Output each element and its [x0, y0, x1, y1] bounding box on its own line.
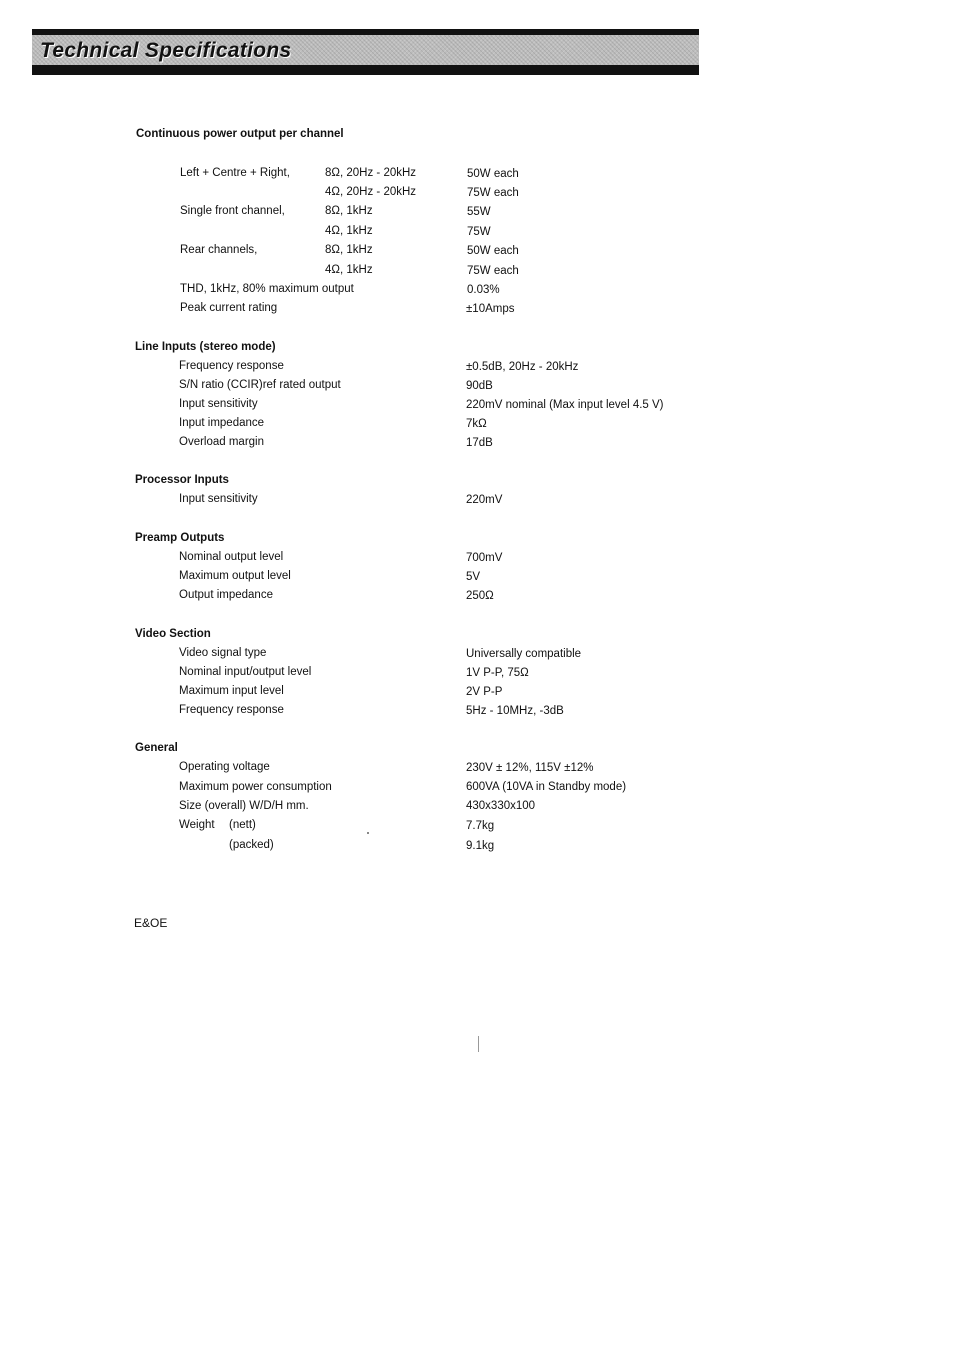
- spec-value: 7kΩ: [466, 418, 487, 430]
- footer-eoe: E&OE: [134, 916, 168, 930]
- spec-label: Video signal type: [179, 647, 267, 659]
- spec-label: Nominal input/output level: [179, 666, 312, 678]
- spec-label: Frequency response: [179, 704, 284, 716]
- spec-value: 17dB: [466, 437, 493, 449]
- spec-label: Nominal output level: [179, 551, 284, 563]
- spec-value: 700mV: [466, 552, 503, 564]
- spec-value: 220mV nominal (Max input level 4.5 V): [466, 399, 664, 411]
- spec-value: 600VA (10VA in Standby mode): [466, 781, 627, 793]
- spec-value: Universally compatible: [466, 648, 582, 660]
- spec-value: 250Ω: [466, 590, 494, 602]
- spec-value: 230V ± 12%, 115V ±12%: [466, 762, 594, 774]
- section-heading-processor-inputs: Processor Inputs: [135, 474, 229, 486]
- spec-condition: 4Ω, 1kHz: [325, 264, 373, 276]
- spec-value: 7.7kg: [466, 820, 495, 832]
- spec-label: Peak current rating: [180, 302, 278, 314]
- spec-label: THD, 1kHz, 80% maximum output: [180, 283, 354, 295]
- spec-value: 75W each: [467, 265, 519, 277]
- spec-value: 5Hz - 10MHz, -3dB: [466, 705, 564, 717]
- spec-label: Maximum power consumption: [179, 781, 332, 793]
- scan-speck: [367, 832, 369, 834]
- spec-sublabel: (nett): [229, 819, 256, 831]
- spec-label: Rear channels,: [180, 244, 258, 256]
- spec-label: Left + Centre + Right,: [180, 167, 290, 179]
- spec-condition: 8Ω, 20Hz - 20kHz: [325, 167, 417, 179]
- spec-label: Single front channel,: [180, 205, 285, 217]
- spec-value: 75W: [467, 226, 491, 238]
- spec-label: Maximum output level: [179, 570, 291, 582]
- section-heading-video: Video Section: [135, 628, 211, 640]
- spec-value: 1V P-P, 75Ω: [466, 667, 529, 679]
- spec-value: 50W each: [467, 168, 519, 180]
- spec-value: 90dB: [466, 380, 493, 392]
- spec-value: 50W each: [467, 245, 519, 257]
- section-heading-power: Continuous power output per channel: [136, 128, 344, 140]
- spec-label: Frequency response: [179, 360, 284, 372]
- spec-label: Operating voltage: [179, 761, 270, 773]
- spec-condition: 4Ω, 20Hz - 20kHz: [325, 186, 417, 198]
- spec-condition: 4Ω, 1kHz: [325, 225, 373, 237]
- spec-label: Maximum input level: [179, 685, 284, 697]
- spec-label: Input sensitivity: [179, 398, 258, 410]
- spec-condition: 8Ω, 1kHz: [325, 244, 373, 256]
- spec-label: Overload margin: [179, 436, 265, 448]
- spec-label: Size (overall) W/D/H mm.: [179, 800, 309, 812]
- spec-value: 2V P-P: [466, 686, 503, 698]
- spec-value: ±0.5dB, 20Hz - 20kHz: [466, 361, 579, 373]
- section-heading-line-inputs: Line Inputs (stereo mode): [135, 341, 276, 353]
- title-banner-fill: [32, 35, 699, 65]
- scan-mark: [478, 1036, 479, 1052]
- spec-value: 55W: [467, 206, 491, 218]
- title-banner: [32, 29, 699, 75]
- spec-value: ±10Amps: [466, 303, 515, 315]
- spec-label: Input sensitivity: [179, 493, 258, 505]
- spec-condition: 8Ω, 1kHz: [325, 205, 373, 217]
- section-heading-preamp-outputs: Preamp Outputs: [135, 532, 225, 544]
- spec-label: Weight: [179, 819, 215, 831]
- section-heading-general: General: [135, 742, 178, 754]
- page-title: Technical Specifications: [40, 39, 292, 62]
- spec-value: 9.1kg: [466, 840, 495, 852]
- spec-label: Output impedance: [179, 589, 273, 601]
- spec-value: 220mV: [466, 494, 503, 506]
- spec-label: S/N ratio (CCIR)ref rated output: [179, 379, 341, 391]
- spec-value: 5V: [466, 571, 481, 583]
- spec-value: 430x330x100: [466, 800, 536, 812]
- spec-value: 0.03%: [467, 284, 500, 296]
- spec-value: 75W each: [467, 187, 519, 199]
- spec-sublabel: (packed): [229, 839, 274, 851]
- spec-label: Input impedance: [179, 417, 265, 429]
